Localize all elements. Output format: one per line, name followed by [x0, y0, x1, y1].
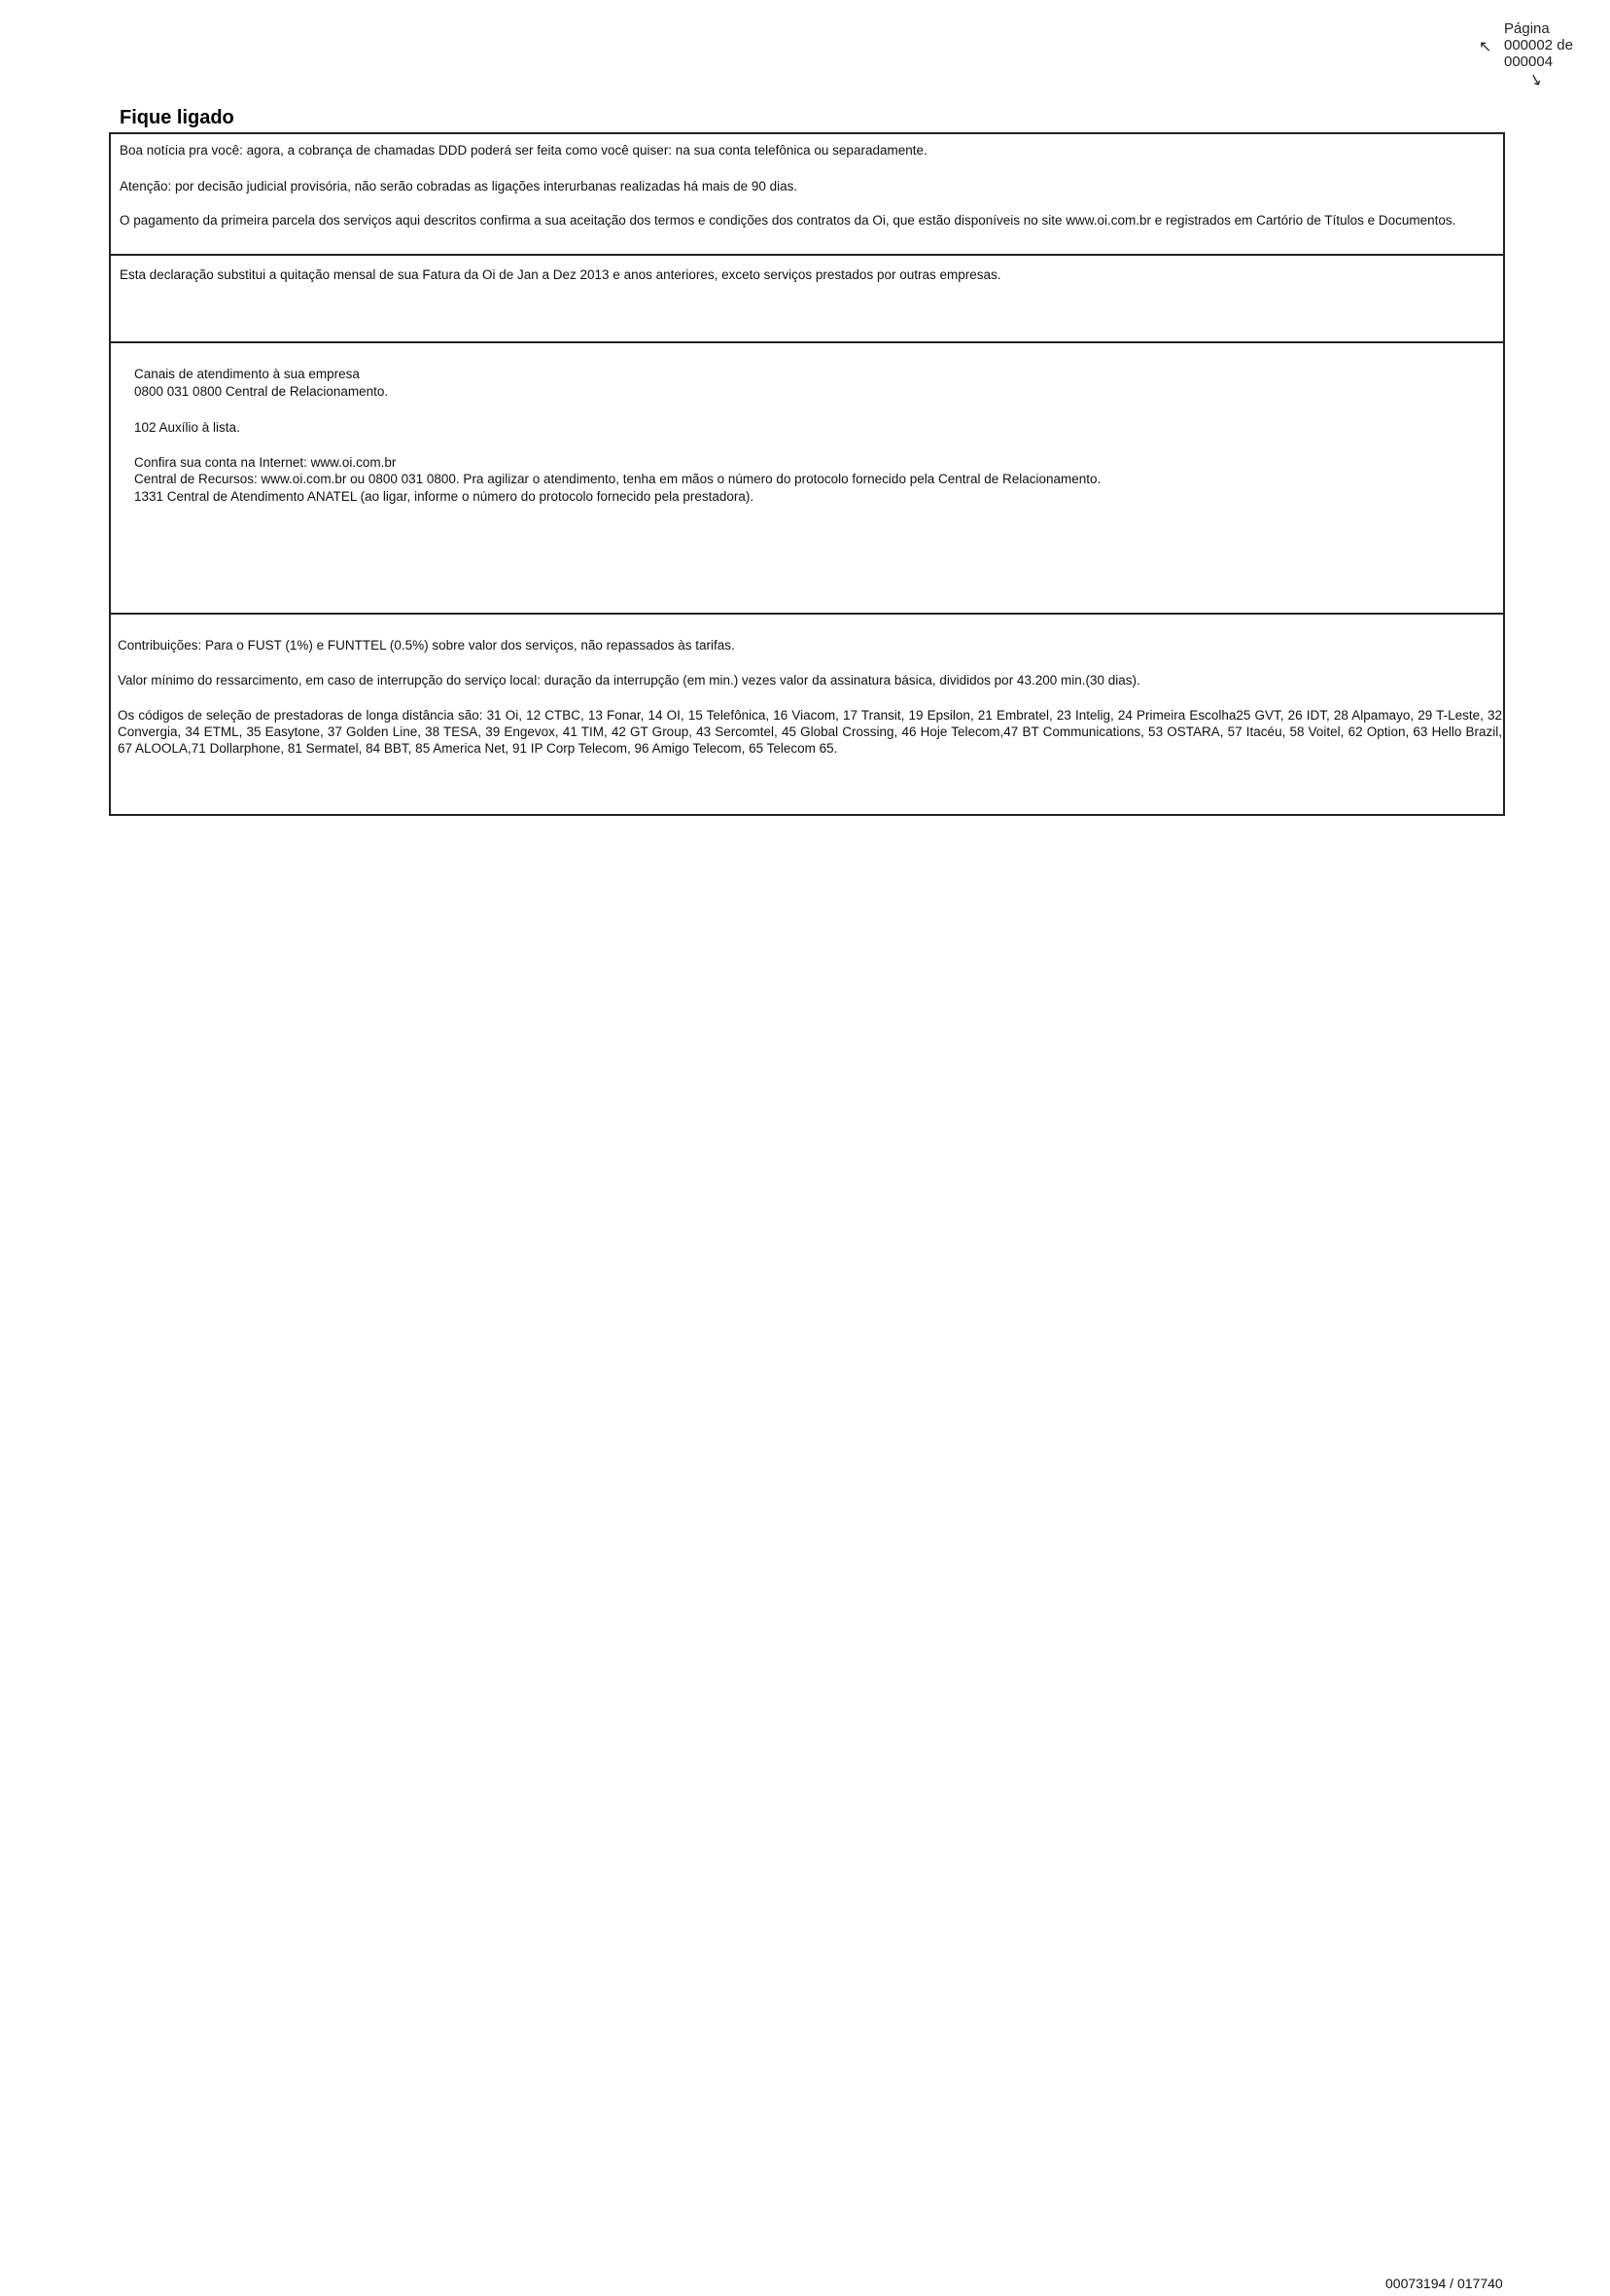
- section-title: Fique ligado: [120, 107, 234, 128]
- contact-internet: Confira sua conta na Internet: www.oi.com.br: [134, 455, 397, 470]
- page-total: 000004: [1504, 53, 1554, 70]
- contact-recursos: Central de Recursos: www.oi.com.br ou 0800 031 0800. Pra agilizar o atendimento, tenha em mãos o número do protocolo fornecido pela Central de Relacionamento.: [134, 472, 1102, 486]
- contacts-heading: Canais de atendimento à sua empresa: [134, 367, 360, 381]
- info-refund: Valor mínimo do ressarcimento, em caso de interrupção do serviço local: duração da interrupção (em min.) vezes valor da assinatura básica, divididos por 43.200 min.(30 dias).: [118, 673, 1140, 688]
- notice-payment: O pagamento da primeira parcela dos serviços aqui descritos confirma a sua aceitação dos termos e condições dos contratos da Oi, que estão disponíveis no site www.oi.com.br e registrados em Cartório de Títulos e Documentos.: [120, 213, 1456, 228]
- scan-mark-icon: ↖: [1479, 39, 1492, 55]
- divider: [109, 341, 1505, 343]
- document-code: 00073194 / 017740: [1385, 2276, 1503, 2291]
- contact-relacionamento: 0800 031 0800 Central de Relacionamento.: [134, 384, 389, 399]
- page-current: 000002 de: [1504, 37, 1573, 53]
- page-label: Página: [1504, 20, 1550, 37]
- scan-mark-icon: ↘: [1526, 70, 1545, 90]
- divider: [109, 254, 1505, 256]
- notice-interurban: Atenção: por decisão judicial provisória, não serão cobradas as ligações interurbanas realizadas há mais de 90 dias.: [120, 179, 798, 194]
- declaration-text: Esta declaração substitui a quitação mensal de sua Fatura da Oi de Jan a Dez 2013 e anos anteriores, exceto serviços prestados por outras empresas.: [120, 267, 1001, 282]
- info-carrier-codes: Os códigos de seleção de prestadoras de longa distância são: 31 Oi, 12 CTBC, 13 Fonar, 14 OI, 15 Telefônica, 16 Viacom, 17 Transit, 19 Epsilon, 21 Embratel, 23 Intelig, 24 Primeira Escolha25 GVT, 26 IDT, 28 Alpamayo, 29 T-Leste, 32 Convergia, 34 ETML, 35 Easytone, 37 Golden Line, 38 TESA, 39 Engevox, 41 TIM, 42 GT Group, 43 Sercomtel, 45 Global Crossing, 46 Hoje Telecom,47 BT Communications, 53 OSTARA, 57 Itacéu, 58 Voitel, 62 Option, 63 Hello Brazil, 67 ALOOLA,71 Dollarphone, 81 Sermatel, 84 BBT, 85 America Net, 91 IP Corp Telecom, 96 Amigo Telecom, 65 Telecom 65.: [118, 708, 1502, 756]
- info-contributions: Contribuições: Para o FUST (1%) e FUNTTEL (0.5%) sobre valor dos serviços, não repassados às tarifas.: [118, 638, 735, 653]
- divider: [109, 613, 1505, 615]
- page-number: [1504, 20, 1582, 70]
- contact-auxilio-lista: 102 Auxílio à lista.: [134, 420, 240, 435]
- contact-anatel: 1331 Central de Atendimento ANATEL (ao ligar, informe o número do protocolo fornecido pela prestadora).: [134, 489, 754, 504]
- notice-ddd: Boa notícia pra você: agora, a cobrança de chamadas DDD poderá ser feita como você quiser: na sua conta telefônica ou separadamente.: [120, 143, 928, 158]
